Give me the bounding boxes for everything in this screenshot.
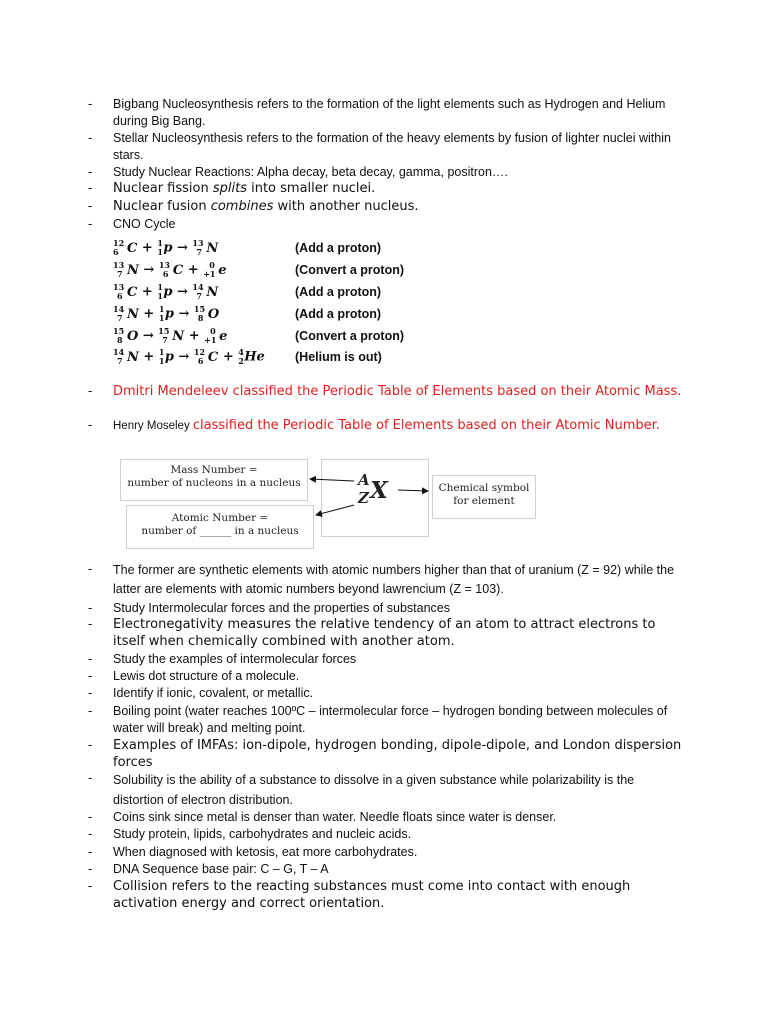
nuclear-reactions-text: Study Nuclear Reactions: Alpha decay, beta decay, gamma, positron…. (113, 165, 508, 179)
solubility-text: Solubility is the ability of a substance to dissolve in a given substance while polarizability is the distortion of electron distribution. (113, 773, 635, 807)
bullet-dash: - (88, 651, 93, 666)
bullet-dash: - (88, 844, 93, 859)
cno-equation-3: 13 6 C + 1 1 p → 14 7 N (113, 282, 219, 301)
atomic-number-arrow (316, 505, 354, 515)
chemical-symbol-label: Chemical symbol (438, 482, 530, 494)
chemical-symbol-arrow (398, 490, 428, 491)
moseley-text: Henry Moseley classified the Periodic Table of Elements based on their Atomic Number. (113, 418, 660, 433)
ketosis-text: When diagnosed with ketosis, eat more carbohydrates. (113, 845, 418, 859)
symbol-mass-number: A (358, 471, 370, 489)
bullet-dash: - (88, 703, 93, 718)
bullet-dash: - (88, 561, 93, 576)
cno-equation-5: 15 8 O → 15 7 N + 0 +1 e (113, 326, 228, 345)
cno-note-6: (Helium is out) (295, 350, 382, 364)
biomolecules-text: Study protein, lipids, carbohydrates and nucleic acids. (113, 827, 412, 841)
cno-equation-2: 13 7 N → 13 6 C + 0 +1 e (113, 260, 227, 279)
bullet-dash: - (88, 668, 93, 683)
cno-note-5: (Convert a proton) (295, 329, 405, 343)
bullet-dash: - (88, 737, 93, 752)
boiling-point-text: Boiling point (water reaches 100ºC – intermolecular force – hydrogen bonding between molecules of water will break) and melting point. (113, 704, 668, 735)
symbol-atomic-number: Z (358, 489, 369, 507)
mass-number-definition: number of nucleons in a nucleus (127, 477, 301, 489)
bullet-dash: - (88, 616, 93, 631)
mass-number-label: Mass Number = (170, 464, 258, 476)
bullet-dash: - (88, 96, 93, 111)
bullet-dash: - (88, 383, 93, 398)
bullet-dash: - (88, 600, 93, 615)
bond-type-text: Identify if ionic, covalent, or metallic. (113, 686, 314, 700)
cno-note-1: (Add a proton) (295, 241, 382, 255)
symbol-element: X (370, 477, 388, 504)
bullet-dash: - (88, 198, 93, 213)
atomic-number-label: Atomic Number = (171, 512, 269, 524)
electronegativity-text: Electronegativity measures the relative tendency of an atom to attract electrons to itself when chemically combined with another atom. (113, 617, 656, 649)
bullet-dash: - (88, 130, 93, 145)
mendeleev-text: Dmitri Mendeleev classified the Periodic Table of Elements based on their Atomic Mass. (113, 384, 682, 399)
cno-note-2: (Convert a proton) (295, 263, 405, 277)
synthetic-elements-text: The former are synthetic elements with atomic numbers higher than that of uranium (Z = 92) while the latter are elements with atomic numbers beyond lawrencium (Z = 103). (113, 563, 675, 596)
cno-equation-4: 14 7 N + 1 1 p → 15 8 O (113, 304, 220, 323)
bullet-dash: - (88, 180, 93, 195)
lewis-dot-text: Lewis dot structure of a molecule. (113, 669, 300, 683)
bigbang-text: Bigbang Nucleosynthesis refers to the formation of the light elements such as Hydrogen and Helium during Big Bang. (113, 97, 666, 128)
cno-note-4: (Add a proton) (295, 307, 382, 321)
bullet-dash: - (88, 861, 93, 876)
density-text: Coins sink since metal is denser than water. Needle floats since water is denser. (113, 810, 557, 824)
fission-text: Nuclear fission splits into smaller nuclei. (113, 181, 376, 196)
stellar-text: Stellar Nucleosynthesis refers to the formation of the heavy elements by fusion of lighter nuclei within stars. (113, 131, 671, 162)
moseley-name: Henry Moseley (113, 420, 193, 432)
cno-note-3: (Add a proton) (295, 285, 382, 299)
fusion-text: Nuclear fusion combines with another nucleus. (113, 199, 419, 214)
bullet-dash: - (88, 826, 93, 841)
mass-number-arrow (310, 479, 354, 481)
atomic-number-definition: number of ______ in a nucleus (141, 525, 299, 537)
imfa-examples-text: Examples of IMFAs: ion-dipole, hydrogen bonding, dipole-dipole, and London dispersion forces (113, 738, 682, 770)
bullet-dash: - (88, 164, 93, 179)
dna-pair-text: DNA Sequence base pair: C – G, T – A (113, 862, 329, 876)
cno-equation-6: 14 7 N + 1 1 p → 12 6 C + 4 2 He (113, 347, 265, 366)
cno-equation-1: 12 6 C + 1 1 p → 13 7 N (113, 238, 219, 257)
bullet-dash: - (88, 809, 93, 824)
fusion-emphasis: combines (210, 199, 274, 214)
bullet-dash: - (88, 216, 93, 231)
bullet-dash: - (88, 685, 93, 700)
cno-heading: CNO Cycle (113, 217, 176, 231)
bullet-dash: - (88, 417, 93, 432)
chemical-symbol-definition: for element (453, 495, 515, 507)
imf-examples-text: Study the examples of intermolecular forces (113, 652, 357, 666)
intermolecular-forces-text: Study Intermolecular forces and the properties of substances (113, 601, 450, 615)
collision-text: Collision refers to the reacting substances must come into contact with enough activation energy and correct orientation. (113, 879, 631, 911)
bullet-dash: - (88, 770, 93, 785)
bullet-dash: - (88, 878, 93, 893)
fission-emphasis: splits (212, 181, 247, 196)
